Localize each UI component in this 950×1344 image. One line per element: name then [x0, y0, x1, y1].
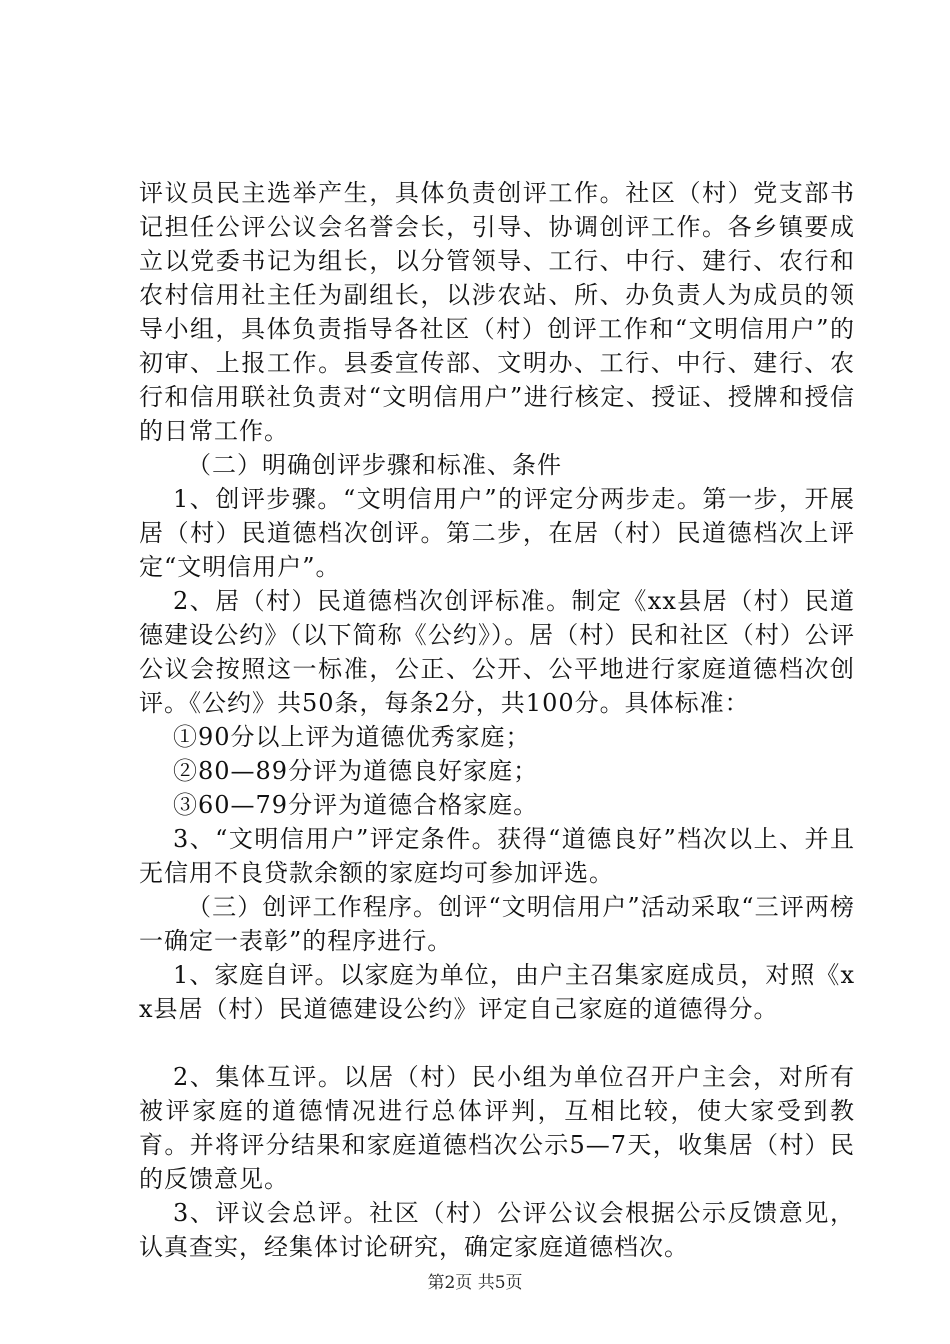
paragraph-final-evaluation: 3、评议会总评。社区（村）公评公议会根据公示反馈意见，认真查实，经集体讨论研究，确定家庭道德档次。	[139, 1199, 855, 1261]
paragraph-steps: 1、创评步骤。“文明信用户”的评定分两步走。第一步，开展居（村）民道德档次创评。第二步，在居（村）民道德档次上评定“文明信用户”。	[139, 485, 855, 581]
section-heading-2: （二）明确创评步骤和标准、条件	[187, 451, 562, 479]
document-body	[139, 176, 855, 1264]
list-item-good: ②80—89分评为道德良好家庭；	[173, 757, 539, 785]
paragraph-organization: 评议员民主选举产生，具体负责创评工作。社区（村）党支部书记担任公评公议会名誉会长，引导、协调创评工作。各乡镇要成立以党委书记为组长，以分管领导、工行、中行、建行、农行和农村信用社主任为副组长，以涉农站、所、办负责人为成员的领导小组，具体负责指导各社区（村）创评工作和“文明信用户”的初审、上报工作。县委宣传部、文明办、工行、中行、建行、农行和信用联社负责对“文明信用户”进行核定、授证、授牌和授信的日常工作。	[139, 179, 855, 445]
list-item-qualified: ③60—79分评为道德合格家庭。	[173, 791, 539, 819]
section-heading-3: （三）创评工作程序。创评“文明信用户”活动采取“三评两榜一确定一表彰”的程序进行。	[139, 893, 855, 955]
paragraph-self-evaluation: 1、家庭自评。以家庭为单位，由户主召集家庭成员，对照《xx县居（村）民道德建设公约》评定自己家庭的道德得分。	[139, 961, 855, 1023]
list-item-excellent: ①90分以上评为道德优秀家庭；	[173, 723, 531, 751]
paragraph-mutual-evaluation: 2、集体互评。以居（村）民小组为单位召开户主会，对所有被评家庭的道德情况进行总体评判，互相比较，使大家受到教育。并将评分结果和家庭道德档次公示5—7天，收集居（村）民的反馈意见。	[139, 1063, 855, 1193]
paragraph-standards: 2、居（村）民道德档次创评标准。制定《xx县居（村）民道德建设公约》（以下简称《公约》）。居（村）民和社区（村）公评公议会按照这一标准，公正、公开、公平地进行家庭道德档次创评。《公约》共50条，每条2分，共100分。具体标准：	[139, 587, 855, 717]
page-number-footer: 第2页 共5页	[427, 1273, 523, 1293]
paragraph-spacer	[139, 1026, 855, 1060]
paragraph-conditions: 3、“文明信用户”评定条件。获得“道德良好”档次以上、并且无信用不良贷款余额的家庭均可参加评选。	[139, 825, 855, 887]
